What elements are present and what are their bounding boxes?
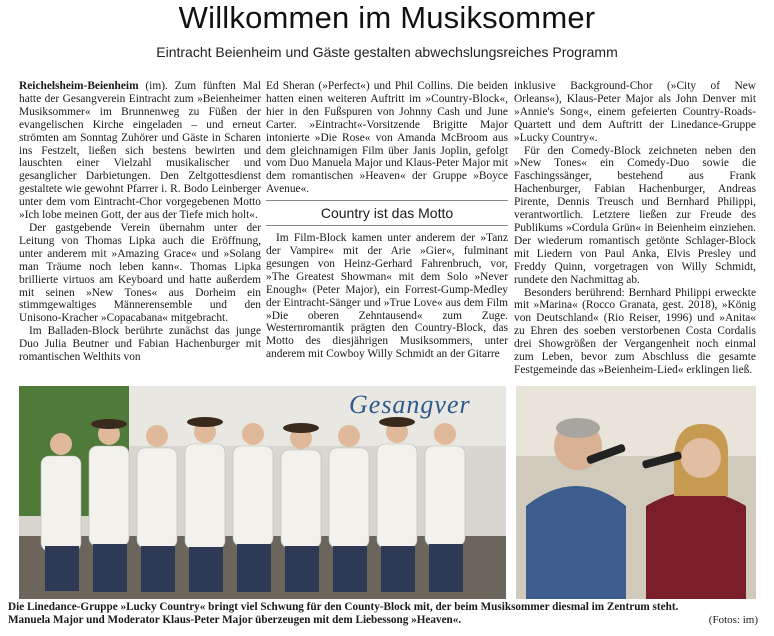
duet-singers-photo: [516, 386, 756, 599]
caption-line-1: Die Linedance-Gruppe »Lucky Country« bringt viel Schwung für den County-Block mit, der beim Musiksommer diesmal im Zentrum steht.: [8, 601, 679, 613]
article-headline: Willkommen im Musiksommer: [178, 0, 596, 35]
caption-line-2: Manuela Major und Moderator Klaus-Peter Major überzeugen mit dem Liebessong »Heaven«.: [8, 614, 462, 626]
paragraph: Der gastgebende Verein übernahm unter der Leitung von Thomas Lipka auch die Eröffnung, unter anderem mit »Amazing Grace« und »Solang man Träume noch leben kann«. Thomas Lipka brillierte virtuos am Keyboard und hatte außerdem mit seinen »New Tones« aus Dorheim ein stimmgewaltiges Männerensemble und den Unisono-Kracher »Copacabana« mitgebracht.: [19, 221, 261, 325]
article-column-1: [19, 80, 261, 364]
paragraph-text: (im). Zum fünften Mal hatte der Gesangverein Eintracht zum »Beienheimer Musiksommer« im Brunnenweg zu Füßen der evangelischen Kirche eingeladen – und erneut strömten am Sonntag Zuhörer und Gäste in Scharen ins Festzelt, ließen sich bestens bewirten und lauschten einer Vielzahl musikalischer und gesanglicher Darbietungen. Den Zeltgottesdienst gestaltete wie gewohnt Pfarrer i. R. Bodo Leinberger unter dem vom Eintracht-Chor vorgegebenen Motto »Ich lobe meinen Gott, der aus der Tiefe mich holt«.: [19, 80, 261, 222]
article-subheadline: Eintracht Beienheim und Gäste gestalten abwechslungsreiches Programm: [156, 44, 618, 60]
paragraph: Ed Sheran (»Perfect«) und Phil Collins. Die beiden hatten einen weiteren Auftritt im »Country-Block«, hier in den Fußspuren von Johnny Cash und June Carter. »Eintracht«-Vorsitzende Brigitte Major intonierte »Die Rose« von Amanda McBroom aus dem gleichnamigen Film über Janis Joplin, gefolgt vom Duo Manuela Major und Klaus-Peter Major mit dem romantischen »Heaven« der Gruppe »Boyce Avenue«.: [266, 80, 508, 196]
section-heading: Country ist das Motto: [266, 200, 508, 226]
article-column-3: [514, 80, 756, 377]
linedance-group-photo: [19, 386, 506, 599]
photo-caption: [8, 601, 768, 627]
paragraph: Besonders berührend: Bernhard Philippi erweckte mit »Marina« (Rocco Granata, gest. 2018), »König von Deutschland« (Rio Reiser, 1996) und »Anita« zu Ehren des soeben verstorbenen Costa Cordalis drei Showgrößen der Vergangenheit noch einmal zum Leben, bevor zum Abschluss die gesamte Festgemeinde das »Beienheim-Lied« erklingen ließ.: [514, 286, 756, 376]
article-column-2: [266, 80, 508, 361]
paragraph: inklusive Background-Chor (»City of New Orleans«), Klaus-Peter Major als John Denver mit »Annie's Song«, einem gefeierten Country-Roads-Quartett und dem Auftritt der Linedance-Gruppe »Lucky Country«.: [514, 80, 756, 144]
photo-illustration: [516, 386, 756, 599]
dateline: Reichelsheim-Beienheim: [19, 80, 139, 92]
paragraph: [19, 80, 261, 222]
banner-text: Gesangver: [349, 390, 471, 419]
paragraph: Für den Comedy-Block zeichneten neben den »New Tones« ein Comedy-Duo sowie die Faschingssänger, bestehend aus Frank Hachenburger, Fabian Hachenburger, Andreas Pirente, Dennis Treusch und Bernhard Philippi, verantwortlich. Letztere ließen zur Freude des Publikums »Cordula Grün« in Beienheim einziehen. Der wiederum romantisch getönte Schlager-Block mit Liedern von Paul Anka, Elvis Presley und Freddy Quinn, vorgetragen von Willy Schmidt, rundete den Nachmittag ab.: [514, 144, 756, 286]
paragraph: Im Balladen-Block berührte zunächst das junge Duo Julia Beutner und Fabian Hachenburger mit romantischen Welthits von: [19, 325, 261, 364]
photo-credit: (Fotos: im): [708, 614, 758, 626]
paragraph: Im Film-Block kamen unter anderem der »Tanz der Vampire« mit der Arie »Gier«, fulminant gesungen von Heinz-Gerhard Fahrenbruch, vor, »The Greatest Showman« mit dem Solo »Never Enough« (Peter Major), ein Forrest-Gump-Medley der Eintracht-Sänger und »True Love« aus dem Film »Die oberen Zehntausend« zum Zuge. Westernromantik prägten den Country-Block, das Motto des diesjährigen Musiksommers, unter anderem mit Cowboy Willy Schmidt an der Gitarre: [266, 232, 508, 361]
